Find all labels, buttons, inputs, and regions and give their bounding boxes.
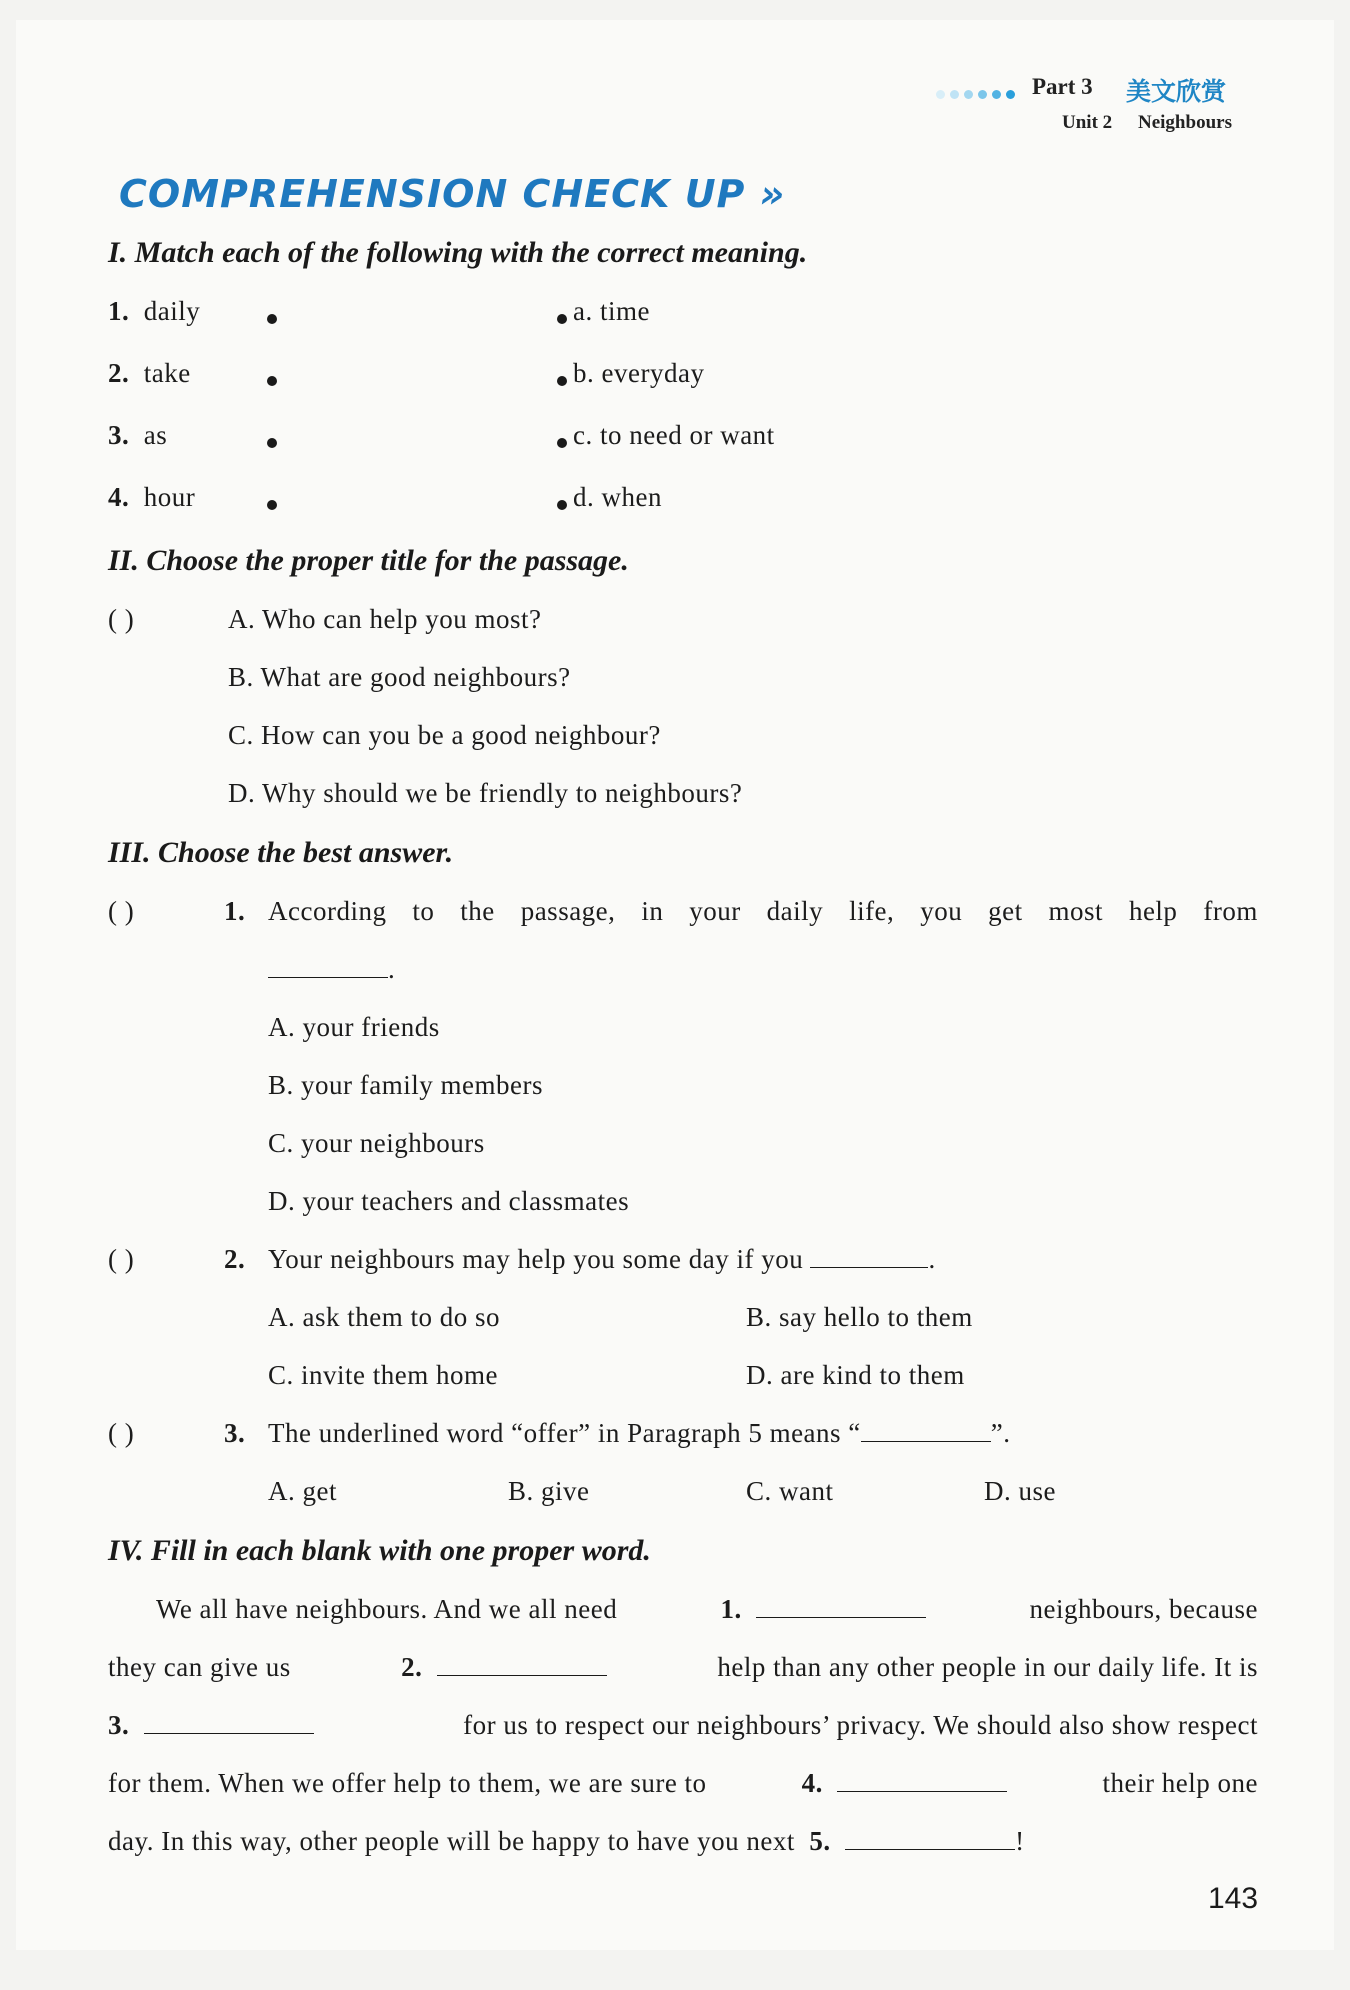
question-number: 1. — [224, 896, 246, 926]
match-right-item: c. to need or want — [573, 420, 775, 450]
worksheet-page — [16, 20, 1334, 1950]
answer-option: D. are kind to them — [746, 1360, 965, 1390]
question-3-text: The underlined word “offer” in Paragraph 5 means “ ”. — [268, 1418, 1011, 1448]
answer-option: B. say hello to them — [746, 1302, 973, 1332]
question-1-word: daily — [766, 896, 824, 926]
answer-option: B. your family members — [268, 1070, 543, 1100]
match-dot-left[interactable] — [267, 314, 277, 324]
match-left-item: 2. take — [108, 358, 191, 388]
answer-option: D. your teachers and classmates — [268, 1186, 630, 1216]
match-dot-right[interactable] — [557, 314, 567, 324]
passage-blank-3[interactable] — [144, 1711, 314, 1734]
match-dot-left[interactable] — [267, 438, 277, 448]
passage-line-3: 3. for us to respect our neighbours’ privacy. We should also show respect — [108, 1710, 1258, 1740]
question-1-word: According — [268, 896, 387, 926]
passage-line-1: We all have neighbours. And we all need 1. neighbours, because — [156, 1594, 1258, 1624]
match-left-item: 1. daily — [108, 296, 201, 326]
section-4-title: IV. Fill in each blank with one proper word. — [108, 1534, 651, 1567]
match-dot-left[interactable] — [267, 376, 277, 386]
question-1-word: you — [920, 896, 963, 926]
title-option: D. Why should we be friendly to neighbours? — [228, 778, 743, 808]
question-1-word: from — [1203, 896, 1258, 926]
title-option: C. How can you be a good neighbour? — [228, 720, 661, 750]
question-number: 3. — [224, 1418, 246, 1448]
title-option: B. What are good neighbours? — [228, 662, 571, 692]
answer-paren[interactable]: ( ) — [108, 1244, 135, 1274]
header-dot — [1006, 90, 1015, 99]
question-1-text — [268, 896, 1258, 927]
section-1-title: I. Match each of the following with the correct meaning. — [108, 236, 808, 269]
section-2-title: II. Choose the proper title for the passage. — [108, 544, 629, 577]
header-dot — [964, 90, 973, 99]
question-1-word: to — [412, 896, 435, 926]
header-dot — [978, 90, 987, 99]
question-number: 2. — [224, 1244, 246, 1274]
comprehension-banner: COMPREHENSION CHECK UP » — [119, 172, 786, 216]
passage-blank-2[interactable] — [437, 1653, 607, 1676]
answer-paren[interactable]: ( ) — [108, 1418, 135, 1448]
header-part-chinese: 美文欣赏 — [1126, 77, 1227, 106]
answer-blank[interactable] — [810, 1245, 928, 1268]
question-1-word: the — [460, 896, 495, 926]
header-unit-title: Neighbours — [1138, 112, 1232, 133]
question-2-text: Your neighbours may help you some day if you . — [268, 1244, 936, 1274]
header-dot — [936, 90, 945, 99]
match-dot-right[interactable] — [557, 376, 567, 386]
answer-paren[interactable]: ( ) — [108, 896, 135, 926]
answer-option: A. get — [268, 1476, 337, 1506]
match-dot-right[interactable] — [557, 438, 567, 448]
page-number: 143 — [1208, 1882, 1259, 1915]
match-right-item: a. time — [573, 296, 650, 326]
question-1-word: passage, — [520, 896, 616, 926]
match-dot-right[interactable] — [557, 500, 567, 510]
passage-line-5: day. In this way, other people will be happy to have you next 5. ! — [108, 1826, 1025, 1856]
answer-option: A. your friends — [268, 1012, 440, 1042]
question-1-blank-line[interactable]: . — [268, 954, 395, 985]
match-right-item: b. everyday — [573, 358, 705, 388]
passage-line-2: they can give us 2. help than any other people in our daily life. It is — [108, 1652, 1258, 1682]
question-1-word: in — [641, 896, 664, 926]
header-part: Part 3 — [1032, 74, 1093, 99]
title-option: A. Who can help you most? — [228, 604, 542, 634]
passage-blank-5[interactable] — [845, 1827, 1015, 1850]
match-dot-left[interactable] — [267, 500, 277, 510]
answer-option: C. your neighbours — [268, 1128, 485, 1158]
match-left-item: 4. hour — [108, 482, 196, 512]
answer-option: A. ask them to do so — [268, 1302, 500, 1332]
answer-option: C. invite them home — [268, 1360, 498, 1390]
answer-option: C. want — [746, 1476, 834, 1506]
answer-option: D. use — [984, 1476, 1056, 1506]
section-3-title: III. Choose the best answer. — [108, 836, 454, 869]
question-1-word: life, — [849, 896, 895, 926]
question-1-word: your — [689, 896, 741, 926]
answer-blank[interactable] — [861, 1419, 991, 1442]
header-dot — [992, 90, 1001, 99]
answer-paren[interactable]: ( ) — [108, 604, 135, 634]
question-1-word: help — [1128, 896, 1178, 926]
question-1-word: most — [1048, 896, 1104, 926]
match-right-item: d. when — [573, 482, 662, 512]
passage-line-4: for them. When we offer help to them, we are sure to 4. their help one — [108, 1768, 1258, 1798]
question-1-word: get — [988, 896, 1023, 926]
passage-blank-1[interactable] — [756, 1595, 926, 1618]
header-dot — [950, 90, 959, 99]
answer-blank[interactable] — [268, 955, 388, 978]
answer-option: B. give — [508, 1476, 590, 1506]
match-left-item: 3. as — [108, 420, 168, 450]
header-unit: Unit 2 — [1062, 112, 1113, 133]
passage-blank-4[interactable] — [837, 1769, 1007, 1792]
